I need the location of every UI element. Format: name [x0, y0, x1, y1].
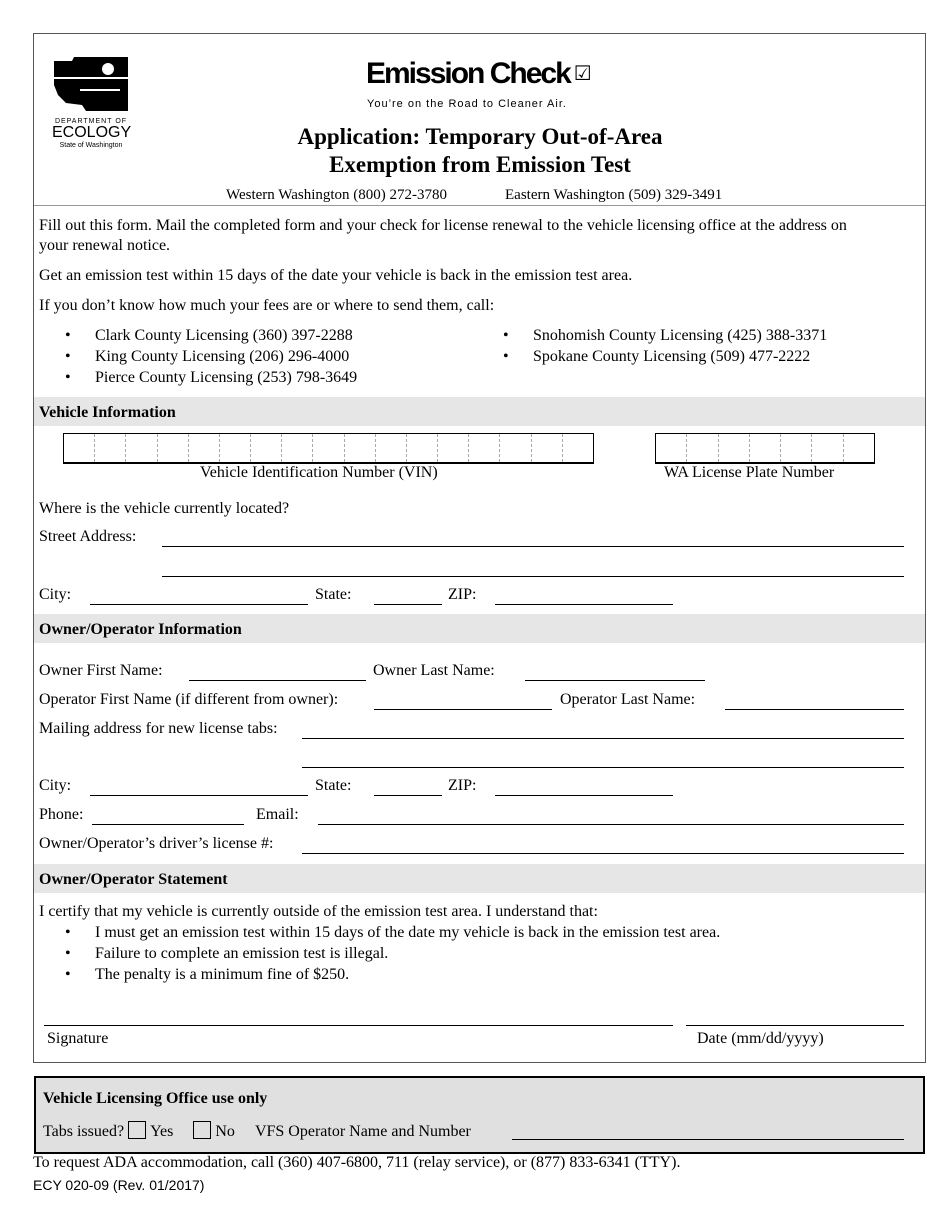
email-label: Email: — [256, 806, 299, 823]
street-label: Street Address: — [39, 528, 137, 545]
vfs-input[interactable] — [512, 1139, 904, 1140]
state-input[interactable] — [374, 604, 442, 605]
phone-input[interactable] — [92, 824, 244, 825]
license-input[interactable] — [302, 853, 904, 854]
city-label: City: — [39, 586, 72, 603]
brand-tagline: You’re on the Road to Cleaner Air. — [367, 98, 567, 110]
owner-last-input[interactable] — [525, 680, 705, 681]
owner-state-input[interactable] — [374, 795, 442, 796]
office-heading: Vehicle Licensing Office use only — [43, 1090, 268, 1107]
date-input[interactable] — [686, 1025, 904, 1026]
phone-west: Western Washington (800) 272-3780 — [226, 187, 448, 203]
operator-first-input[interactable] — [374, 709, 552, 710]
owner-zip-label: ZIP: — [448, 777, 477, 794]
mailing-input-2[interactable] — [302, 767, 904, 768]
city-input[interactable] — [90, 604, 308, 605]
statement-item: • The penalty is a minimum fine of $250. — [95, 966, 349, 984]
owner-state-label: State: — [315, 777, 352, 794]
yes-label: Yes — [150, 1123, 174, 1140]
mailing-input[interactable] — [302, 738, 904, 739]
county-item: • King County Licensing (206) 296-4000 — [95, 348, 349, 366]
email-input[interactable] — [318, 824, 904, 825]
license-label: Owner/Operator’s driver’s license #: — [39, 835, 274, 852]
zip-label: ZIP: — [448, 586, 477, 603]
no-checkbox[interactable] — [193, 1121, 211, 1139]
intro-text-cont: your renewal notice. — [39, 237, 171, 254]
plate-input[interactable] — [655, 433, 875, 464]
checkbox-check-icon: ☑ — [573, 63, 592, 85]
operator-last-input[interactable] — [725, 709, 904, 710]
section-owner-info: Owner/Operator Information — [34, 614, 925, 643]
logo-ecology: ECOLOGY — [52, 124, 132, 142]
owner-last-label: Owner Last Name: — [373, 662, 495, 679]
owner-first-input[interactable] — [189, 680, 366, 681]
signature-input[interactable] — [44, 1025, 673, 1026]
location-question: Where is the vehicle currently located? — [39, 500, 290, 517]
section-statement: Owner/Operator Statement — [34, 864, 925, 893]
brand-name: Emission Check — [366, 57, 570, 90]
plate-label: WA License Plate Number — [664, 464, 835, 481]
zip-input[interactable] — [495, 604, 673, 605]
intro-emission: Get an emission test within 15 days of the date your vehicle is back in the emission test area. — [39, 267, 633, 284]
tabs-issued-label: Tabs issued? — [43, 1123, 125, 1140]
logo-dept: DEPARTMENT OF — [54, 118, 128, 125]
section-vehicle-info: Vehicle Information — [34, 397, 925, 426]
county-item: • Snohomish County Licensing (425) 388-3371 — [533, 327, 827, 345]
intro-call: If you don’t know how much your fees are or where to send them, call: — [39, 297, 495, 314]
tabs-issued-row — [43, 1121, 471, 1141]
county-item: • Clark County Licensing (360) 397-2288 — [95, 327, 353, 345]
state-label: State: — [315, 586, 352, 603]
form-id: ECY 020-09 (Rev. 01/2017) — [33, 1177, 205, 1193]
statement-item: • I must get an emission test within 15 days of the date my vehicle is back in the emission test area. — [95, 924, 720, 942]
statement-intro: I certify that my vehicle is currently outside of the emission test area. I understand that: — [39, 903, 598, 920]
county-item: • Pierce County Licensing (253) 798-3649 — [95, 369, 357, 387]
ada-notice: To request ADA accommodation, call (360) 407-6800, 711 (relay service), or (877) 833-6341 (TTY). — [33, 1154, 681, 1171]
phone-east: Eastern Washington (509) 329-3491 — [505, 187, 723, 203]
operator-last-label: Operator Last Name: — [560, 691, 696, 708]
vin-label: Vehicle Identification Number (VIN) — [200, 464, 438, 481]
owner-city-input[interactable] — [90, 795, 308, 796]
washington-map-icon — [52, 55, 130, 113]
office-use-box — [34, 1076, 925, 1154]
owner-city-label: City: — [39, 777, 72, 794]
street-input[interactable] — [162, 546, 904, 547]
date-label: Date (mm/dd/yyyy) — [697, 1030, 824, 1047]
intro-text: Fill out this form. Mail the completed form and your check for license renewal to the vehicle licensing office at the address on — [39, 217, 847, 234]
statement-item: • Failure to complete an emission test is illegal. — [95, 945, 388, 963]
no-label: No — [215, 1123, 235, 1140]
mailing-label: Mailing address for new license tabs: — [39, 720, 278, 737]
street-input-2[interactable] — [162, 576, 904, 577]
operator-first-label: Operator First Name (if different from owner): — [39, 691, 339, 708]
vin-input[interactable] — [63, 433, 594, 464]
ecology-logo — [52, 55, 130, 149]
county-item: • Spokane County Licensing (509) 477-2222 — [533, 348, 810, 366]
brand-row — [366, 54, 592, 94]
phone-label: Phone: — [39, 806, 84, 823]
page-title: Application: Temporary Out-of-Area Exemption from Emission Test — [297, 124, 663, 177]
owner-first-label: Owner First Name: — [39, 662, 163, 679]
owner-zip-input[interactable] — [495, 795, 673, 796]
signature-label: Signature — [47, 1030, 109, 1047]
vfs-label: VFS Operator Name and Number — [254, 1123, 471, 1140]
logo-state: State of Washington — [59, 142, 123, 150]
yes-checkbox[interactable] — [128, 1121, 146, 1139]
